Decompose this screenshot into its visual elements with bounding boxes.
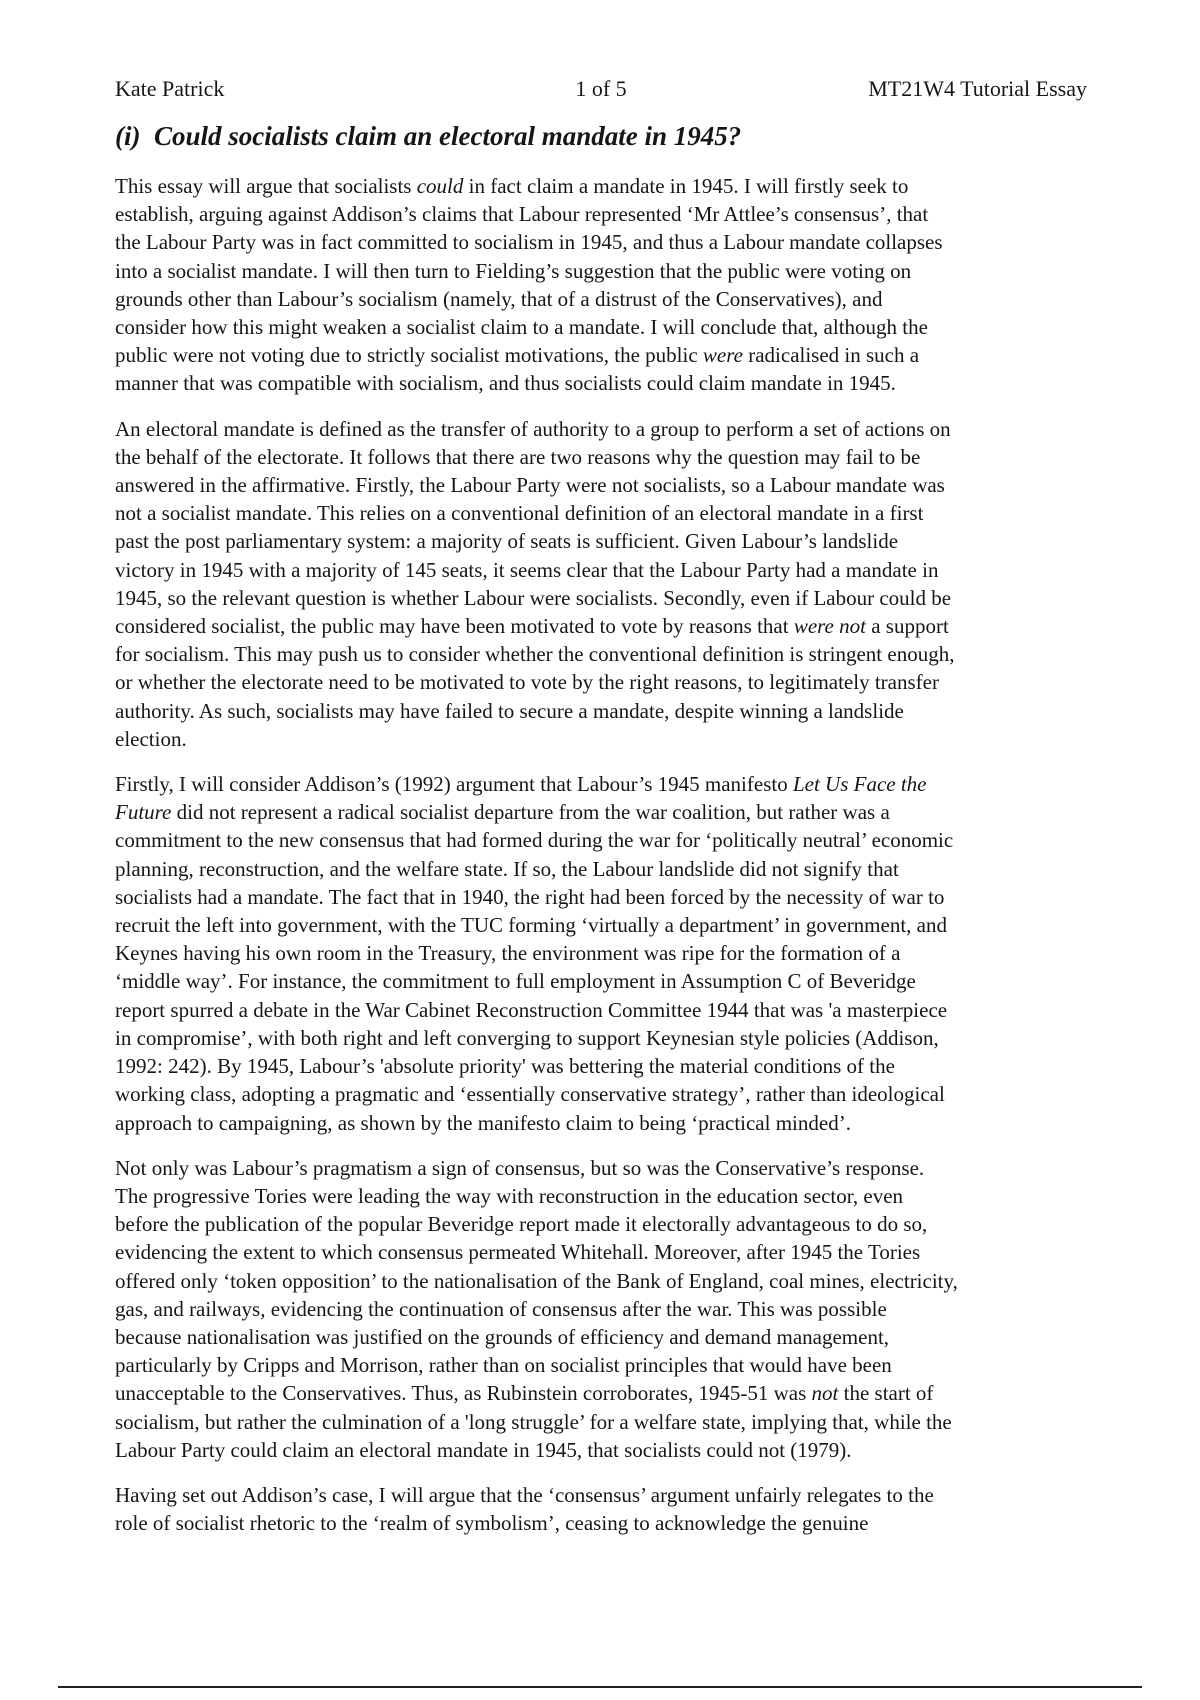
text-run: 1945, so the relevant question is whether Labour were socialists. Secondly, even if Labour could be	[115, 585, 952, 610]
text-run: commitment to the new consensus that had formed during the war for ‘politically neutral’ economic	[115, 828, 954, 853]
footer-rule	[58, 1686, 1142, 1688]
text-run: authority. As such, socialists may have failed to secure a mandate, despite winning a landslide	[115, 698, 904, 723]
text-run: or whether the electorate need to be motivated to vote by the right reasons, to legitimately transfer	[115, 670, 939, 695]
text-run: answered in the affirmative. Firstly, the Labour Party were not socialists, so a Labour mandate was	[115, 473, 945, 498]
text-run: working class, adopting a pragmatic and ‘essentially conservative strategy’, rather than ideological	[115, 1082, 945, 1107]
text-run: did not represent a radical socialist departure from the war coalition, but rather was a	[171, 800, 890, 825]
author-name: Kate Patrick	[115, 76, 225, 101]
text-run: recruit the left into government, with the TUC forming ‘virtually a department’ in government, and	[115, 913, 947, 938]
italic-text: could	[416, 174, 464, 198]
text-line	[115, 883, 1095, 911]
text-line	[115, 826, 1095, 854]
text-run: gas, and railways, evidencing the continuation of consensus after the war. This was possible	[115, 1296, 887, 1321]
text-line	[115, 1210, 1095, 1238]
text-run: a support	[865, 614, 949, 639]
text-line	[115, 1436, 1095, 1464]
text-run: The progressive Tories were leading the way with reconstruction in the education sector, even	[115, 1183, 904, 1208]
italic-text: were not	[793, 614, 866, 639]
text-line	[115, 967, 1095, 995]
text-run: Firstly, I will consider Addison’s (1992) argument that Labour’s 1945 manifesto	[115, 772, 793, 797]
text-line	[115, 1238, 1095, 1266]
essay-title: (i) Could socialists claim an electoral mandate in 1945?	[115, 121, 742, 151]
text-line	[115, 313, 1095, 341]
text-line	[115, 285, 1095, 313]
page-number: 1 of 5	[575, 76, 627, 101]
text-run: approach to campaigning, as shown by the manifesto claim to being ‘practical minded’.	[115, 1110, 851, 1135]
text-run: the start of	[838, 1381, 934, 1406]
text-line	[115, 1267, 1095, 1295]
text-line	[115, 1379, 1095, 1407]
text-run: past the post parliamentary system: a majority of seats is sufficient. Given Labour’s landslide	[115, 529, 899, 554]
text-line	[115, 499, 1095, 527]
text-line	[115, 584, 1095, 612]
italic-text: not	[811, 1381, 839, 1406]
text-line	[115, 471, 1095, 499]
text-run: socialism, but rather the culmination of a 'long struggle’ for a welfare state, implying that, while the	[115, 1409, 952, 1434]
text-run: because nationalisation was justified on the grounds of efficiency and demand management,	[115, 1324, 890, 1349]
text-run: socialists had a mandate. The fact that in 1940, the right had been forced by the necessity of war to	[115, 884, 945, 909]
text-run: ‘middle way’. For instance, the commitment to full employment in Assumption C of Beveridge	[115, 969, 916, 994]
text-run: offered only ‘token opposition’ to the nationalisation of the Bank of England, coal mines, electricity,	[115, 1268, 958, 1293]
text-line	[115, 1351, 1095, 1379]
text-run: grounds other than Labour’s socialism (namely, that of a distrust of the Conservatives), and	[115, 286, 883, 311]
text-line	[115, 612, 1095, 640]
text-line	[115, 1408, 1095, 1436]
text-run: evidencing the extent to which consensus permeated Whitehall. Moreover, after 1945 the Tories	[115, 1240, 921, 1265]
text-line	[115, 556, 1095, 584]
text-line	[115, 172, 1095, 200]
italic-text: Let Us Face the	[792, 772, 927, 797]
text-line	[115, 200, 1095, 228]
text-run: election.	[115, 726, 187, 751]
text-run: Keynes having his own room in the Treasury, the environment was ripe for the formation of a	[115, 941, 901, 966]
text-run: Not only was Labour’s pragmatism a sign of consensus, but so was the Conservative’s response.	[115, 1155, 925, 1180]
text-run: victory in 1945 with a majority of 145 seats, it seems clear that the Labour Party had a mandate in	[115, 557, 939, 582]
text-line	[115, 770, 1095, 798]
text-run: report spurred a debate in the War Cabinet Reconstruction Committee 1944 that was 'a masterpiece	[115, 997, 948, 1022]
text-run: unacceptable to the Conservatives. Thus, as Rubinstein corroborates, 1945-51 was	[115, 1381, 812, 1406]
italic-text: Future	[115, 800, 172, 825]
text-run: An electoral mandate is defined as the transfer of authority to a group to perform a set of actions on	[115, 416, 951, 441]
text-line	[115, 257, 1095, 285]
text-line	[115, 668, 1095, 696]
text-run: Labour Party could claim an electoral mandate in 1945, that socialists could not (1979).	[115, 1437, 852, 1462]
text-run: Having set out Addison’s case, I will argue that the ‘consensus’ argument unfairly relegates to the	[115, 1482, 934, 1507]
text-run: public were not voting due to strictly socialist motivations, the public	[115, 343, 703, 368]
text-run: radicalised in such a	[742, 343, 920, 368]
text-line	[115, 1182, 1095, 1210]
text-run: the Labour Party was in fact committed to socialism in 1945, and thus a Labour mandate collapses	[115, 230, 943, 255]
paragraph	[115, 770, 1095, 1137]
text-run: particularly by Cripps and Morrison, rather than on socialist principles that would have been	[115, 1353, 892, 1378]
text-line	[115, 341, 1095, 369]
text-line	[115, 1052, 1095, 1080]
paragraph	[115, 415, 1095, 753]
text-line	[115, 369, 1095, 397]
text-run: the behalf of the electorate. It follows that there are two reasons why the question may fail to be	[115, 444, 921, 469]
text-run: role of socialist rhetoric to the ‘realm of symbolism’, ceasing to acknowledge the genuine	[115, 1511, 869, 1536]
text-line	[115, 1109, 1095, 1137]
text-line	[115, 855, 1095, 883]
text-line	[115, 1323, 1095, 1351]
text-line	[115, 697, 1095, 725]
text-line	[115, 1024, 1095, 1052]
text-line	[115, 1080, 1095, 1108]
text-line	[115, 798, 1095, 826]
text-run: planning, reconstruction, and the welfare state. If so, the Labour landslide did not signify that	[115, 856, 899, 881]
text-run: into a socialist mandate. I will then turn to Fielding’s suggestion that the public were voting on	[115, 258, 912, 283]
course-label: MT21W4 Tutorial Essay	[868, 76, 1087, 101]
running-header	[115, 73, 1087, 105]
text-run: 1992: 242). By 1945, Labour’s 'absolute priority' was bettering the material conditions of the	[115, 1054, 895, 1079]
text-line	[115, 1154, 1095, 1182]
text-line	[115, 1295, 1095, 1323]
text-line	[115, 527, 1095, 555]
text-line	[115, 939, 1095, 967]
essay-body	[115, 172, 1095, 1554]
text-run: before the publication of the popular Beveridge report made it electorally advantageous to do so,	[115, 1212, 928, 1237]
text-line	[115, 996, 1095, 1024]
text-line	[115, 1481, 1095, 1509]
text-run: consider how this might weaken a socialist claim to a mandate. I will conclude that, although the	[115, 315, 928, 340]
text-run: in compromise’, with both right and left converging to support Keynesian style policies (Addison,	[115, 1025, 939, 1050]
text-line	[115, 443, 1095, 471]
text-run: manner that was compatible with socialism, and thus socialists could claim mandate in 1945.	[115, 371, 896, 396]
text-line	[115, 911, 1095, 939]
text-run: establish, arguing against Addison’s claims that Labour represented ‘Mr Attlee’s consensus’, that	[115, 202, 929, 227]
text-line	[115, 640, 1095, 668]
text-run: not a socialist mandate. This relies on a conventional definition of an electoral mandate in a first	[115, 501, 924, 526]
text-run: for socialism. This may push us to consider whether the conventional definition is stringent enough,	[115, 642, 955, 667]
italic-text: were	[702, 343, 743, 368]
paragraph	[115, 172, 1095, 398]
text-line	[115, 415, 1095, 443]
text-run: This essay will argue that socialists	[115, 174, 417, 198]
text-line	[115, 725, 1095, 753]
paragraph	[115, 1154, 1095, 1464]
paragraph	[115, 1481, 1095, 1537]
text-run: in fact claim a mandate in 1945. I will firstly seek to	[463, 174, 909, 198]
text-run: considered socialist, the public may have been motivated to vote by reasons that	[115, 614, 794, 639]
text-line	[115, 1509, 1095, 1537]
text-line	[115, 228, 1095, 256]
